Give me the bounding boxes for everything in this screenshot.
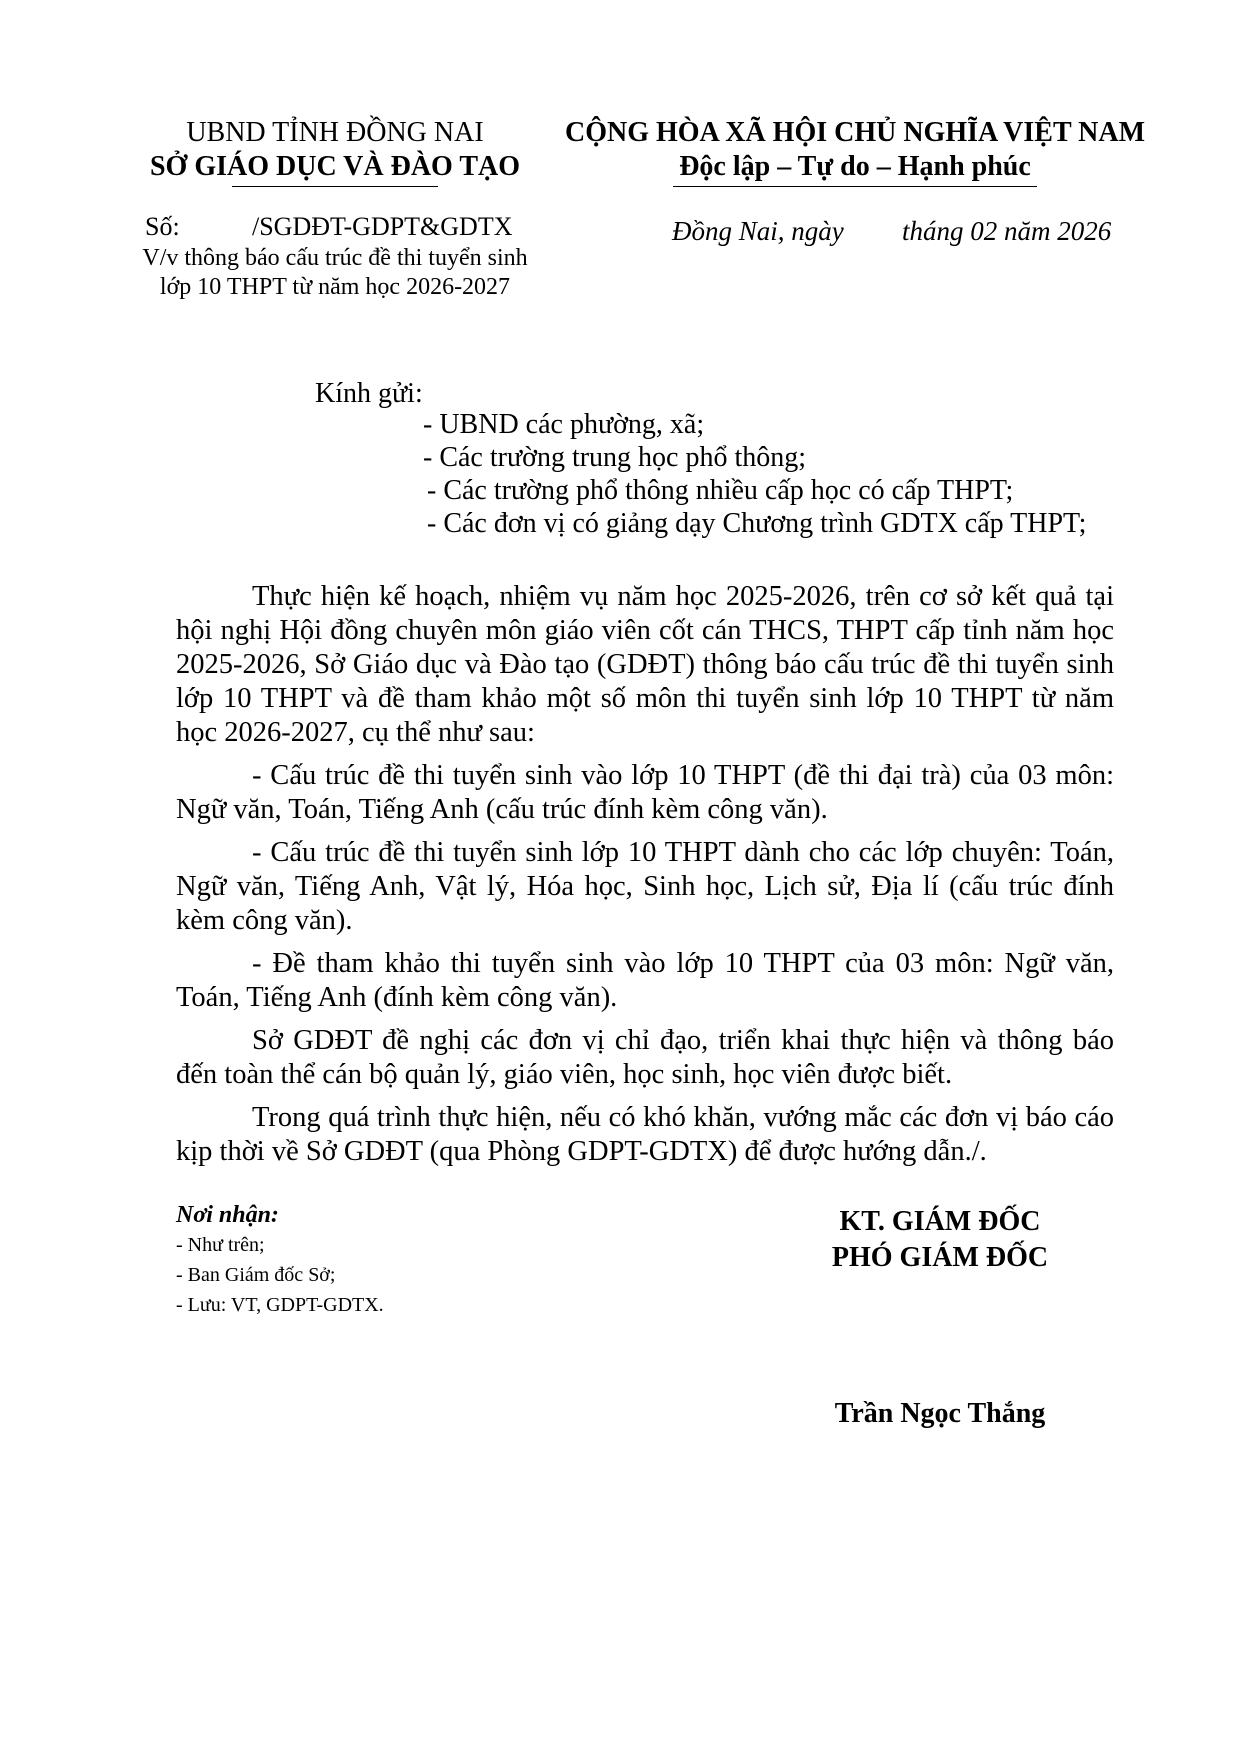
addressee-label: Kính gửi: — [315, 378, 423, 409]
department-underline — [232, 186, 438, 187]
signature-block — [790, 1204, 1090, 1276]
document-number — [145, 212, 513, 242]
body-paragraph: Thực hiện kế hoạch, nhiệm vụ năm học 2025-2026, trên cơ sở kết quả tại hội nghị Hội đồng chuyên môn giáo viên cốt cán THCS, THPT cấp tỉnh năm học 2025-2026, Sở Giáo dục và Đào tạo (GDĐT) thông báo cấu trúc đề thi tuyển sinh lớp 10 THPT và đề tham khảo một số môn thi tuyển sinh lớp 10 THPT từ năm học 2026-2027, cụ thể như sau: — [176, 581, 1114, 748]
motto-underline — [673, 186, 1037, 187]
signature-title-2: PHÓ GIÁM ĐỐC — [831, 1242, 1049, 1273]
body-paragraph: - Cấu trúc đề thi tuyển sinh lớp 10 THPT dành cho các lớp chuyên: Toán, Ngữ văn, Tiếng Anh, Vật lý, Hóa học, Sinh học, Lịch sử, Địa lí (cấu trúc đính kèm công văn). — [176, 837, 1114, 936]
document-number-code: /SGDĐT-GDPT&GDTX — [252, 212, 513, 241]
department-name: SỞ GIÁO DỤC VÀ ĐÀO TẠO — [149, 151, 520, 182]
addressee-item: - UBND các phường, xã; — [423, 409, 705, 440]
recipients-title: Nơi nhận: — [176, 1202, 279, 1228]
body-paragraph: - Đề tham khảo thi tuyển sinh vào lớp 10 THPT của 03 môn: Ngữ văn, Toán, Tiếng Anh (đính kèm công văn). — [176, 948, 1114, 1013]
document-body — [176, 580, 1114, 1178]
signer-name: Trần Ngọc Thắng — [834, 1398, 1046, 1429]
subject-line-2: lớp 10 THPT từ năm học 2026-2027 — [159, 274, 511, 300]
date-place: Đồng Nai, ngày — [672, 216, 844, 246]
addressee-list — [423, 408, 1086, 540]
recipient-item: - Lưu: VT, GDPT-GDTX. — [176, 1294, 384, 1316]
subject-line-1: V/v thông báo cấu trúc đề thi tuyển sinh — [142, 245, 528, 271]
body-paragraph: Sở GDĐT đề nghị các đơn vị chỉ đạo, triển khai thực hiện và thông báo đến toàn thể cán bộ quản lý, giáo viên, học sinh, học viên được biết. — [176, 1025, 1114, 1090]
signature-title-1: KT. GIÁM ĐỐC — [839, 1206, 1041, 1237]
recipient-item: - Như trên; — [176, 1234, 265, 1256]
body-paragraph: Trong quá trình thực hiện, nếu có khó khăn, vướng mắc các đơn vị báo cáo kịp thời về Sở GDĐT (qua Phòng GDPT-GDTX) để được hướng dẫn./. — [176, 1102, 1114, 1167]
addressee-item: - Các trường trung học phổ thông; — [423, 442, 807, 473]
addressee-item: - Các đơn vị có giảng dạy Chương trình GDTX cấp THPT; — [427, 508, 1087, 539]
national-motto: Độc lập – Tự do – Hạnh phúc — [679, 151, 1031, 182]
recipient-item: - Ban Giám đốc Sở; — [176, 1264, 336, 1286]
authority-name: UBND TỈNH ĐỒNG NAI — [186, 117, 484, 148]
body-paragraph: - Cấu trúc đề thi tuyển sinh vào lớp 10 THPT (đề thi đại trà) của 03 môn: Ngữ văn, Toán, Tiếng Anh (cấu trúc đính kèm công văn). — [176, 760, 1114, 825]
addressee-item: - Các trường phổ thông nhiều cấp học có cấp THPT; — [427, 475, 1014, 506]
subject-line — [120, 244, 550, 302]
date-month-year: tháng 02 năm 2026 — [902, 216, 1112, 246]
issuing-authority-header — [120, 116, 550, 187]
issue-date — [672, 216, 1112, 247]
nation-name: CỘNG HÒA XÃ HỘI CHỦ NGHĨA VIỆT NAM — [564, 117, 1146, 148]
national-header — [555, 116, 1155, 187]
document-number-label: Số: — [145, 212, 180, 241]
recipients-block — [176, 1200, 384, 1320]
